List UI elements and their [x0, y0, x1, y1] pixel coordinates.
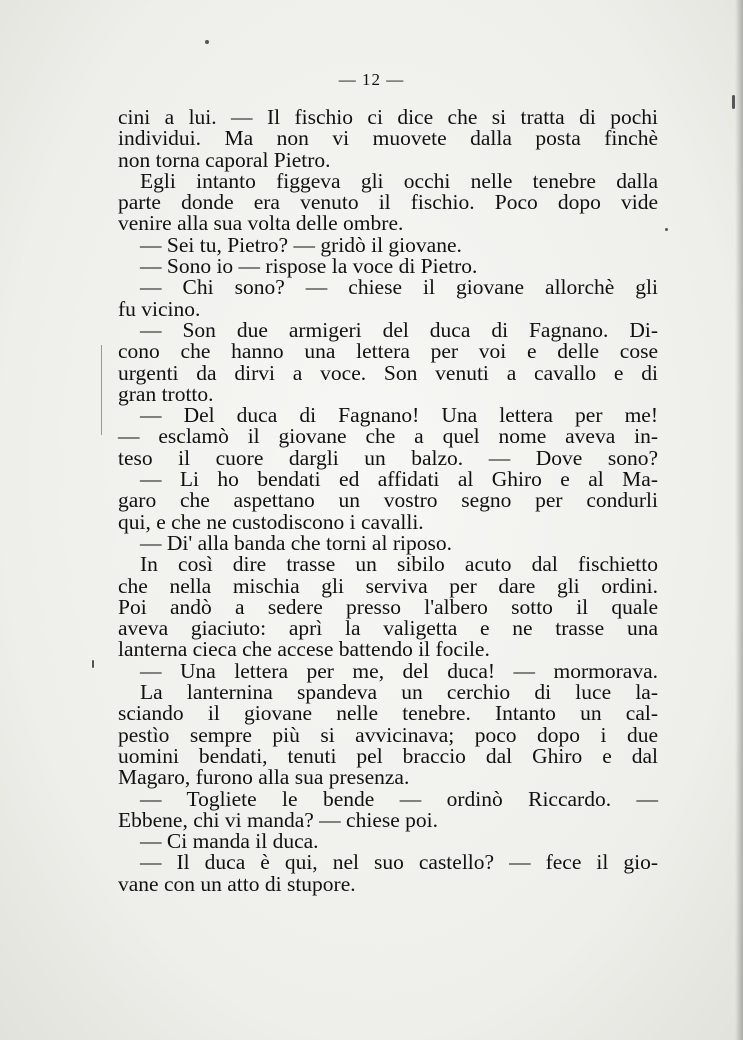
- page-edge-shadow: [735, 0, 743, 1040]
- text-line: venire alla sua volta delle ombre.: [118, 211, 404, 236]
- text-line: In così dire trasse un sibilo acuto dal fischietto: [140, 552, 658, 577]
- ink-speck: [205, 40, 209, 44]
- text-line: — Li ho bendati ed affidati al Ghiro e al Ma-: [140, 467, 658, 492]
- text-line: lanterna cieca che accese battendo il focile.: [118, 637, 490, 662]
- text-line: — Sei tu, Pietro? — gridò il giovane.: [140, 232, 462, 257]
- text-line: — esclamò il giovane che a quel nome aveva in-: [118, 424, 658, 449]
- text-line: individui. Ma non vi muovete dalla posta finchè: [118, 126, 658, 151]
- page-number: — 12 —: [338, 70, 405, 89]
- text-line: cini a lui. — Il fischio ci dice che si tratta di pochi: [118, 105, 658, 129]
- text-line: vane con un atto di stupore.: [118, 871, 356, 896]
- text-line: uomini bendati, tenuti pel braccio dal Ghiro e dal: [118, 743, 658, 768]
- text-line: — Di' alla banda che torni al riposo.: [140, 530, 452, 555]
- text-line: Egli intanto figgeva gli occhi nelle tenebre dalla: [140, 168, 658, 193]
- text-line: pestìo sempre più si avvicinava; poco dopo i due: [118, 722, 658, 747]
- text-line: — Chi sono? — chiese il giovane allorchè gli: [140, 275, 658, 300]
- text-line: fu vicino.: [118, 296, 201, 321]
- text-line: cono che hanno una lettera per voi e delle cose: [118, 339, 658, 364]
- text-line: La lanternina spandeva un cerchio di luce la-: [140, 680, 658, 705]
- ink-speck: [665, 228, 668, 231]
- ink-speck: [732, 95, 735, 109]
- text-line: Ebbene, chi vi manda? — chiese poi.: [118, 807, 439, 832]
- text-line: gran trotto.: [118, 381, 214, 406]
- text-line: Poi andò a sedere presso l'albero sotto il quale: [118, 594, 658, 619]
- text-line: — Il duca è qui, nel suo castello? — fece il gio-: [140, 850, 658, 875]
- text-line: garo che aspettano un vostro segno per condurli: [118, 488, 658, 513]
- ink-speck: [92, 660, 94, 668]
- ink-speck: [101, 345, 102, 435]
- text-line: non torna caporal Pietro.: [118, 147, 331, 172]
- text-line: — Togliete le bende — ordinò Riccardo. —: [140, 786, 658, 811]
- text-line: — Del duca di Fagnano! Una lettera per me!: [140, 403, 658, 428]
- text-line: sciando il giovane nelle tenebre. Intanto un cal-: [118, 701, 658, 726]
- text-line: — Una lettera per me, del duca! — mormorava.: [140, 658, 658, 683]
- text-line: qui, e che ne custodiscono i cavalli.: [118, 509, 424, 534]
- text-line: Magaro, furono alla sua presenza.: [118, 765, 410, 790]
- text-line: aveva giaciuto: aprì la valigetta e ne trasse una: [118, 616, 658, 641]
- text-line: — Sono io — rispose la voce di Pietro.: [140, 254, 478, 279]
- text-line: che nella mischia gli serviva per dare gli ordini.: [118, 573, 658, 598]
- text-line: parte donde era venuto il fischio. Poco dopo vide: [118, 190, 658, 215]
- text-line: — Ci manda il duca.: [140, 829, 319, 854]
- text-line: — Son due armigeri del duca di Fagnano. Di-: [140, 317, 658, 342]
- body-text: [118, 107, 658, 895]
- text-line: urgenti da dirvi a voce. Son venuti a cavallo e di: [118, 360, 658, 385]
- text-line: teso il cuore dargli un balzo. — Dove sono?: [118, 445, 658, 470]
